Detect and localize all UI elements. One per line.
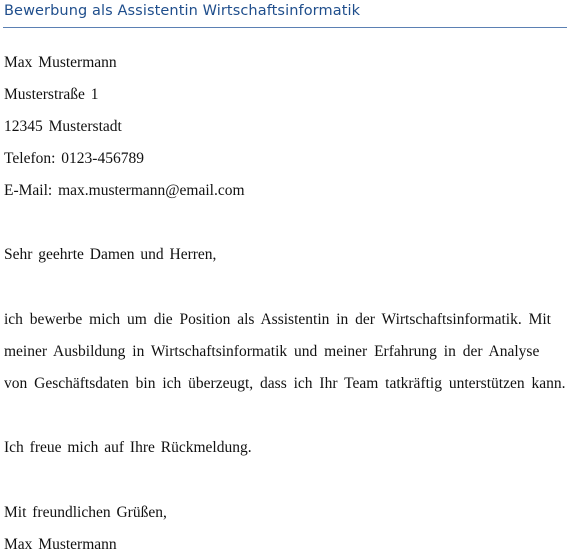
sender-name: Max Mustermann [4,54,117,71]
body-line: von Geschäftsdaten bin ich überzeugt, dass ich Ihr Team tatkräftig unterstützen kann. [4,375,566,392]
title-divider [3,27,567,28]
sender-email: E-Mail: max.mustermann@email.com [4,182,245,199]
body-line: ich bewerbe mich um die Position als Assistentin in der Wirtschaftsinformatik. Mit [4,311,551,328]
body-line: meiner Ausbildung in Wirtschaftsinformatik und meiner Erfahrung in der Analyse [4,343,540,360]
sender-city: 12345 Musterstadt [4,118,122,135]
closing-phrase: Mit freundlichen Grüßen, [4,504,167,521]
document-title: Bewerbung als Assistentin Wirtschaftsinformatik [4,3,361,19]
salutation: Sehr geehrte Damen und Herren, [4,246,217,263]
sender-street: Musterstraße 1 [4,86,99,103]
signature-name: Max Mustermann [4,536,117,553]
sender-phone: Telefon: 0123-456789 [4,150,144,167]
closing-sentence: Ich freue mich auf Ihre Rückmeldung. [4,439,252,456]
